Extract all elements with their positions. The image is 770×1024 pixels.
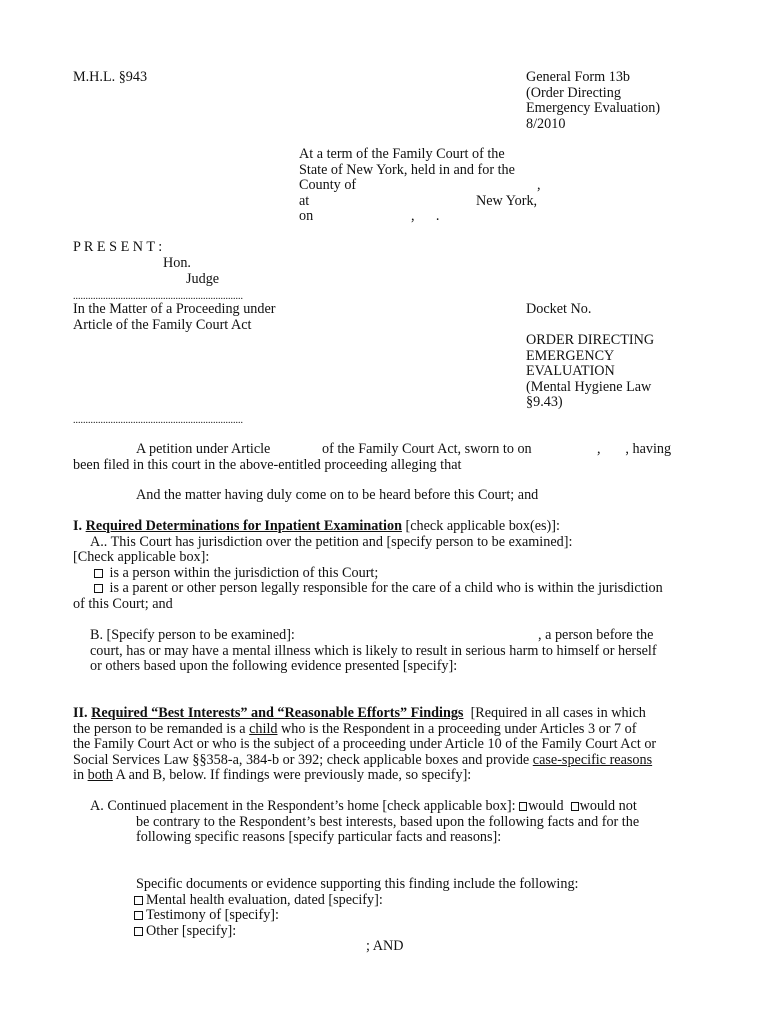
section-2-a-line-1: [90, 799, 637, 815]
judge-label: Judge: [186, 270, 220, 287]
checkbox-other[interactable]: [134, 927, 143, 936]
section-2-number: II.: [73, 705, 88, 721]
court-term-line-2: State of New York, held in and for the: [299, 161, 515, 178]
section-2-both: both: [87, 767, 113, 783]
order-title-2: EMERGENCY: [526, 347, 615, 364]
section-2-child: child: [249, 720, 278, 737]
section-2-title: Required “Best Interests” and “Reasonable Efforts” Findings: [91, 705, 464, 721]
doc-option-1-label: Mental health evaluation, dated [specify]:: [146, 891, 383, 908]
date-punctuation: , .: [411, 208, 440, 224]
section-1-b-line-2: court, has or may have a mental illness which is likely to result in serious harm to himself or herself: [90, 642, 657, 659]
section-2-line-2-a: the person to be remanded is a: [73, 720, 246, 737]
section-2-case-specific: case-specific reasons: [532, 751, 653, 768]
option-1-label: is a person within the jurisdiction of this Court;: [109, 564, 379, 581]
checkbox-would[interactable]: [519, 802, 527, 811]
section-2-line-5-b: A and B, below. If findings were previously made, so specify]:: [115, 767, 472, 783]
checkbox-testimony[interactable]: [134, 911, 143, 920]
section-2-line-4-a: Social Services Law §§358-a, 384-b or 392; check applicable boxes and provide: [73, 751, 530, 768]
caption-dots-bottom: ....................................................................: [73, 415, 243, 426]
supporting-docs-line: Specific documents or evidence supporting this finding include the following:: [136, 876, 579, 892]
section-1-b-line-1: B. [Specify person to be examined]:: [90, 627, 295, 643]
form-line-3: Emergency Evaluation): [526, 100, 661, 116]
doc-option-2: [134, 908, 279, 924]
form-date: 8/2010: [526, 115, 566, 132]
section-2-line-2-b: who is the Respondent in a proceeding under Articles 3 or 7 of: [281, 720, 637, 737]
section-1-option-1: [94, 566, 378, 582]
would-label: would: [528, 798, 564, 814]
section-2-line-2: [73, 722, 636, 738]
checkbox-would-not[interactable]: [571, 802, 579, 811]
caption-dots-top: ....................................................................: [73, 291, 243, 302]
intro-petition-a: A petition under Article: [136, 441, 271, 457]
section-1-check-instruction: [Check applicable box]:: [73, 549, 210, 565]
section-1-b-line-1-end: , a person before the: [538, 627, 654, 643]
county-comma: ,: [537, 177, 541, 193]
section-2-line-5: [73, 768, 471, 784]
doc-option-3-label: Other [specify]:: [146, 922, 237, 939]
county-label: County of: [299, 177, 357, 193]
caption-line-2: Article of the Family Court Act: [73, 316, 252, 333]
order-title-5: §9.43): [526, 394, 563, 410]
section-2-heading: [73, 706, 646, 722]
section-1-title: Required Determinations for Inpatient Examination: [85, 518, 402, 534]
section-2-a-line-3: following specific reasons [specify particular facts and reasons]:: [136, 829, 502, 845]
option-2-label: is a parent or other person legally responsible for the care of a child who is within the jurisdiction: [109, 580, 663, 596]
section-2-line-3: the Family Court Act or who is the subject of a proceeding under Article 10 of the Family Court Act or: [73, 736, 657, 752]
section-2-line-5-a: in: [73, 767, 85, 783]
at-label: at: [299, 192, 310, 209]
and-conjunction: ; AND: [366, 938, 404, 954]
order-title-4: (Mental Hygiene Law: [526, 378, 652, 395]
section-2-line-4: [73, 753, 652, 769]
section-1-option-2-cont: of this Court; and: [73, 595, 173, 612]
checkbox-parent-responsible[interactable]: [94, 584, 103, 593]
doc-option-3: [134, 924, 236, 940]
checkbox-within-jurisdiction[interactable]: [94, 569, 103, 578]
intro-heard: And the matter having duly come on to be heard before this Court; and: [136, 487, 539, 503]
order-title-3: EVALUATION: [526, 363, 615, 379]
doc-option-1: [134, 893, 383, 909]
section-1-a: A.. This Court has jurisdiction over the petition and [specify person to be examined]:: [90, 533, 573, 550]
caption-line-1: In the Matter of a Proceeding under: [73, 301, 276, 317]
checkbox-mental-health-eval[interactable]: [134, 896, 143, 905]
state-new-york: New York,: [476, 192, 538, 209]
intro-petition-b: of the Family Court Act, sworn to on: [322, 441, 532, 457]
docket-label: Docket No.: [526, 301, 592, 317]
court-term-line-1: At a term of the Family Court of the: [299, 146, 505, 162]
intro-petition-c: , , having: [597, 441, 672, 457]
statute-reference: M.H.L. §943: [73, 69, 148, 85]
section-2-a-line-2: be contrary to the Respondent’s best interests, based upon the following facts and for the: [136, 813, 640, 830]
section-1-number: I.: [73, 518, 83, 534]
present-label: P R E S E N T :: [73, 239, 163, 255]
hon-label: Hon.: [163, 255, 191, 271]
section-2-a-text: A. Continued placement in the Respondent’s home [check applicable box]:: [90, 798, 516, 814]
section-1-b-line-3: or others based upon the following evidence presented [specify]:: [90, 658, 458, 674]
form-line-1: General Form 13b: [526, 69, 631, 85]
on-label: on: [299, 208, 314, 224]
intro-petition-line-2: been filed in this court in the above-entitled proceeding alleging that: [73, 456, 462, 473]
section-1-option-2: [94, 581, 663, 597]
section-1-heading: [73, 519, 560, 535]
order-title-1: ORDER DIRECTING: [526, 332, 655, 348]
would-not-label: would not: [579, 798, 637, 814]
form-line-2: (Order Directing: [526, 84, 621, 101]
section-2-instruction: [Required in all cases in which: [470, 705, 646, 721]
doc-option-2-label: Testimony of [specify]:: [146, 907, 279, 923]
section-1-instruction: [check applicable box(es)]:: [405, 518, 560, 534]
